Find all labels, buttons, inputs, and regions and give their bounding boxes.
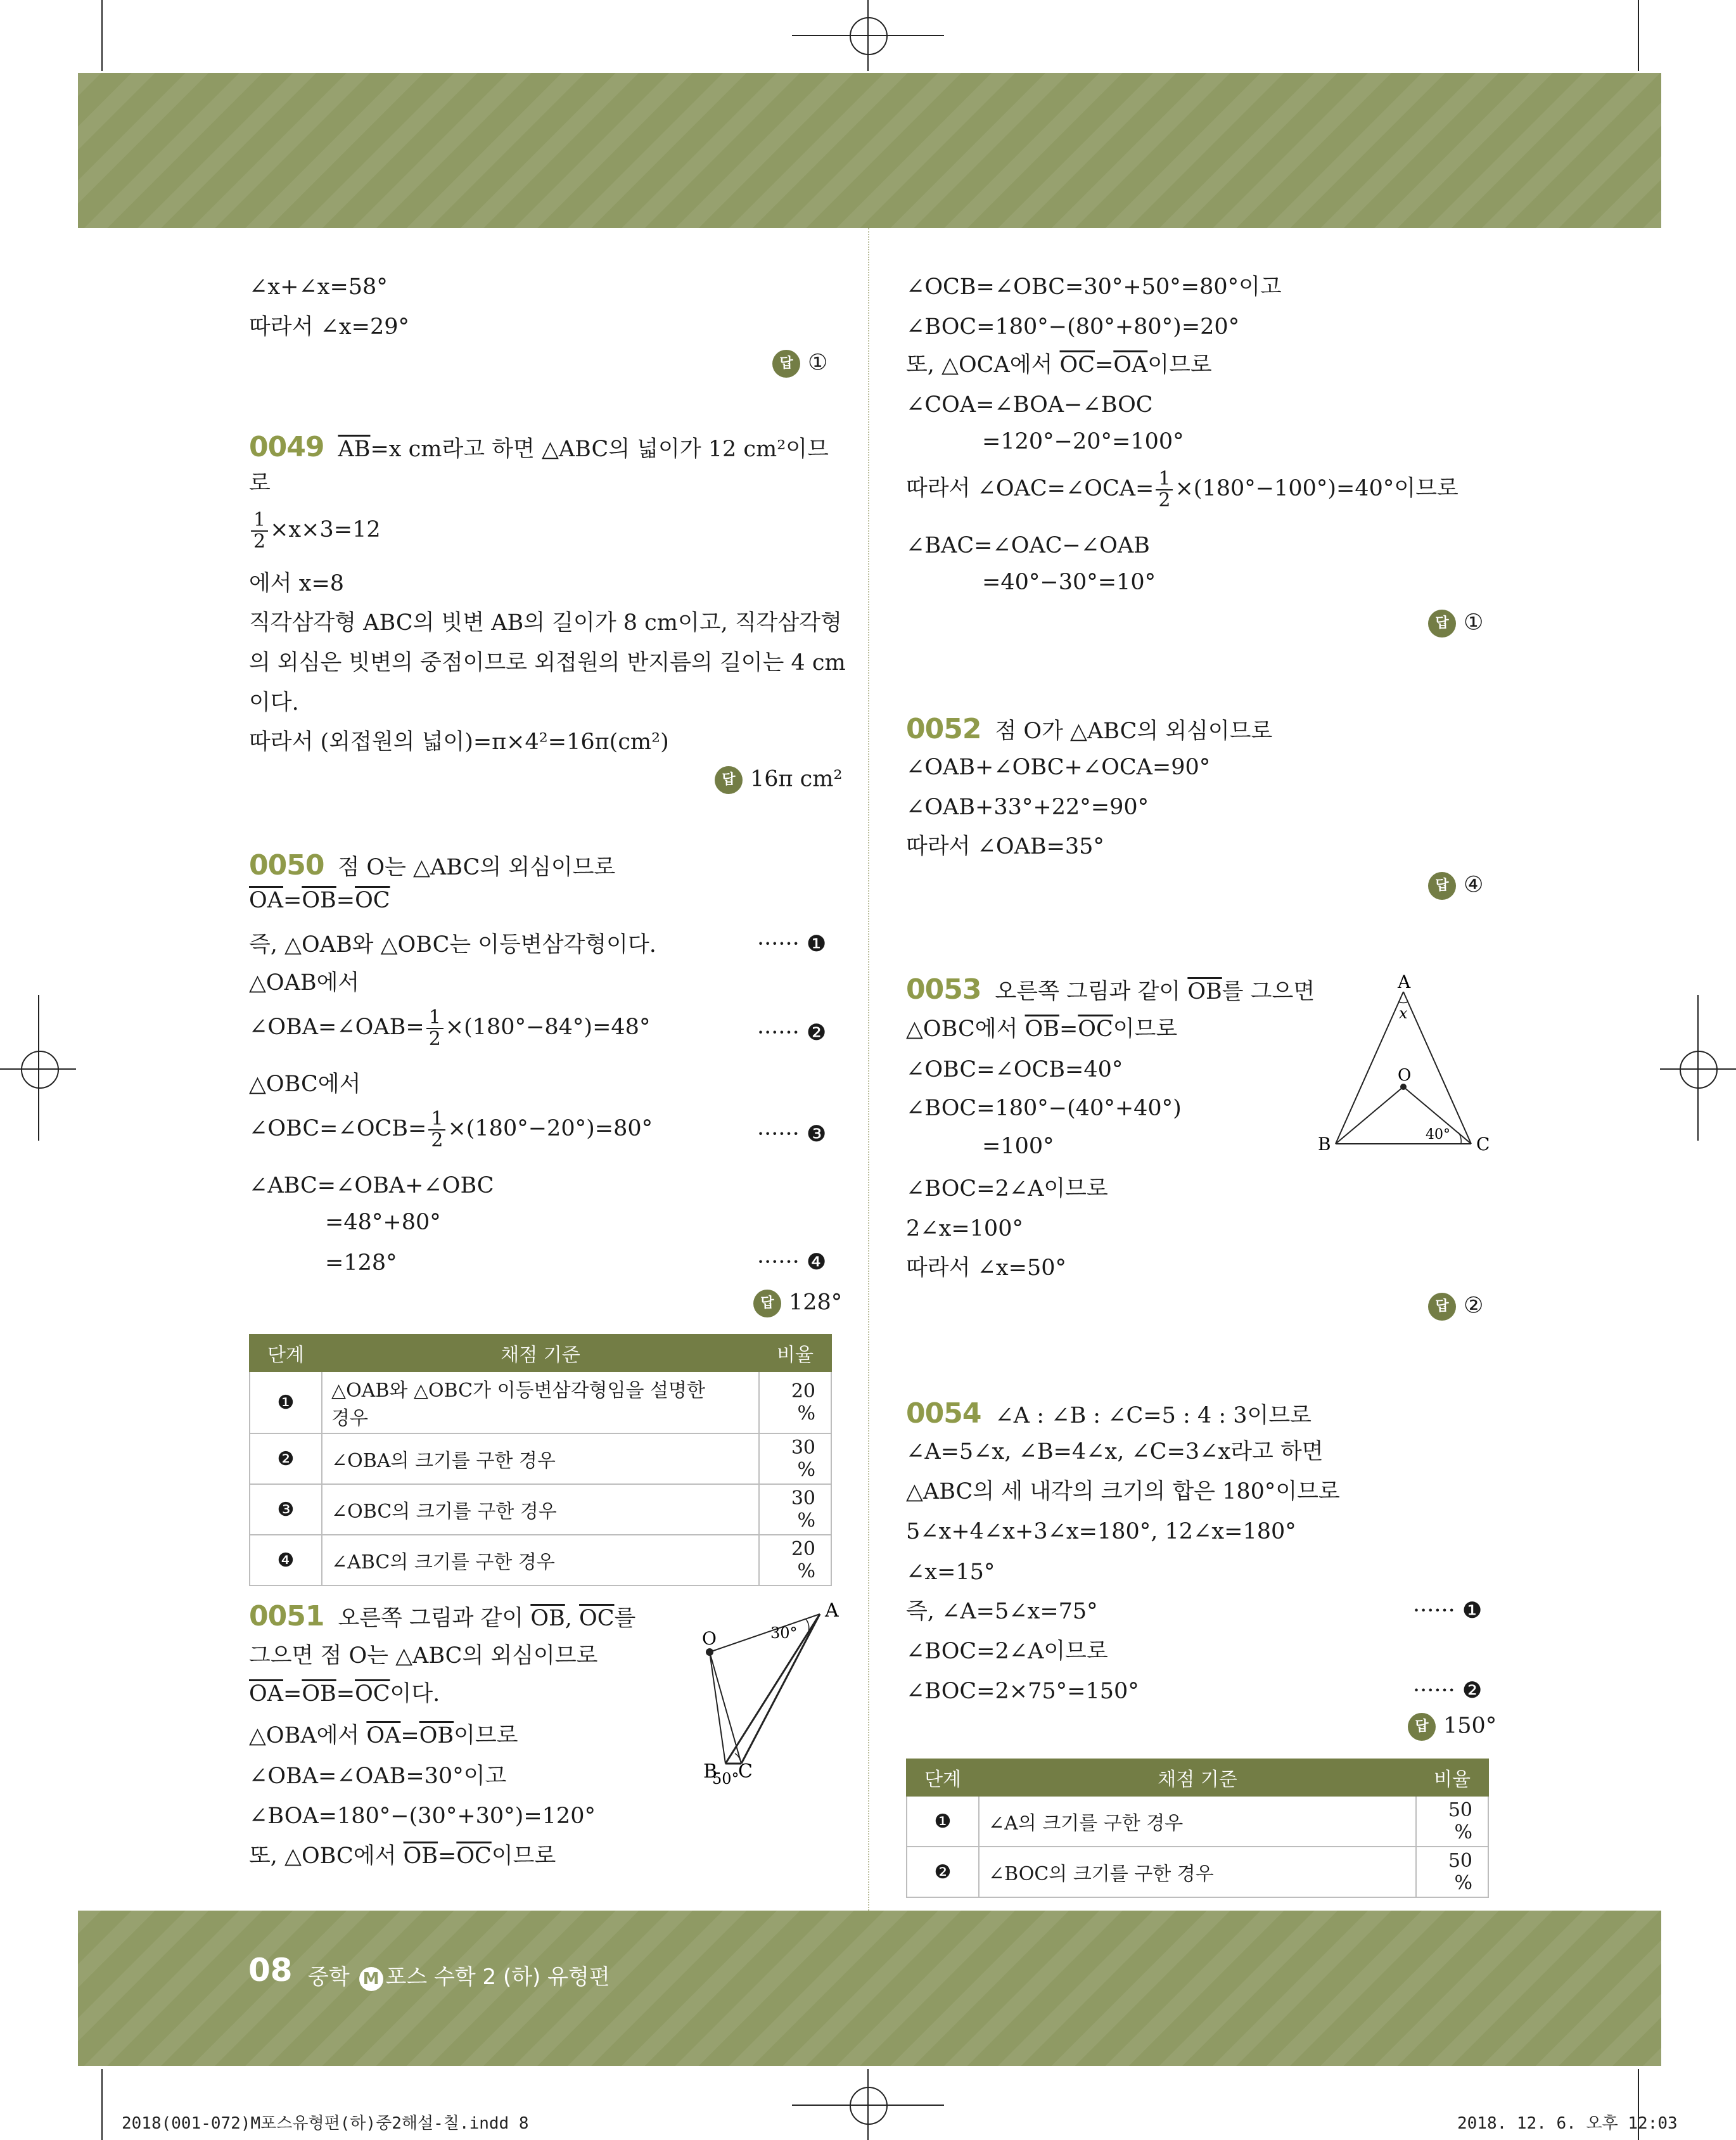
text-line: 그으면 점 O는 △ABC의 외심이므로 <box>249 1643 598 1669</box>
text-line: 에서 x=8 <box>249 571 345 596</box>
text-line: ∠OAB+∠OBC+∠OCA=90° <box>906 755 1211 780</box>
label-C: C <box>738 1760 753 1783</box>
registration-mark <box>850 17 888 55</box>
answer-51: 답 ① <box>1428 610 1483 638</box>
label-angle-40: 40° <box>1426 1127 1450 1143</box>
registration-mark <box>850 2087 888 2125</box>
text-line: 5∠x+4∠x+3∠x=180°, 12∠x=180° <box>906 1519 1296 1544</box>
problem-number: 0052 <box>906 713 981 745</box>
step-marker: ······ ❸ <box>757 1122 827 1147</box>
print-slug-file: 2018(001-072)M포스유형편(하)중2해설-칠.indd 8 <box>122 2114 529 2133</box>
text-line: 직각삼각형 ABC의 빗변 AB의 길이가 8 cm이고, 직각삼각형 <box>249 610 842 636</box>
label-angle-30: 30° <box>770 1624 798 1642</box>
label-B: B <box>703 1760 718 1783</box>
step-marker: ······ ❷ <box>1413 1678 1483 1703</box>
crop-mark <box>1638 0 1639 71</box>
text-line: △OAB에서 <box>249 970 360 996</box>
print-slug-date: 2018. 12. 6. 오후 12:03 <box>1457 2114 1678 2133</box>
text-line: ∠BOA=180°−(30°+30°)=120° <box>249 1804 596 1829</box>
table-row: ❶ △OAB와 △OBC가 이등변삼각형임을 설명한 경우 20 % <box>250 1371 831 1433</box>
text-line: 이다. <box>249 690 299 715</box>
text-line: $\overline{OA}=\overline{OB}=\overline{OC}$이다. <box>249 1681 440 1707</box>
text-line: ∠BOC=2∠A이므로 <box>906 1176 1108 1201</box>
text-line: ∠x+∠x=58° <box>249 274 388 300</box>
text-line: ∠OBA=∠OAB=30°이고 <box>249 1764 507 1789</box>
text-line: ∠OCB=∠OBC=30°+50°=80°이고 <box>906 274 1282 300</box>
text-line: =100° <box>982 1134 1054 1159</box>
text-line: ∠COA=∠BOA−∠BOC <box>906 392 1153 418</box>
text-line: △ABC의 세 내각의 크기의 합은 180°이므로 <box>906 1479 1340 1504</box>
label-angle-50: 50° <box>712 1770 739 1788</box>
page-spine <box>868 228 869 1911</box>
text-line: ∠OBC=∠OCB= $\frac{1}{2}$ ×(180°−20°)=80° <box>249 1108 653 1151</box>
crop-mark <box>101 0 103 71</box>
table-row: ❹ ∠ABC의 크기를 구한 경우 20 % <box>250 1535 831 1586</box>
fraction: $\frac{1}{2}$ <box>1156 469 1173 510</box>
step-marker: ······ ❶ <box>757 932 827 957</box>
crop-mark <box>101 2069 103 2140</box>
text-line: ∠OBA=∠OAB= $\frac{1}{2}$ ×(180°−84°)=48° <box>249 1006 651 1050</box>
text-line: 로 <box>249 471 271 496</box>
fraction: $\frac{1}{2}$ <box>426 1008 444 1049</box>
registration-mark <box>38 995 39 1141</box>
answer-badge: 답 <box>772 350 800 378</box>
angle-arc-A <box>1399 1002 1408 1003</box>
text-line: 의 외심은 빗변의 중점이므로 외접원의 반지름의 길이는 4 cm <box>249 650 846 676</box>
segment-OB <box>710 1652 725 1764</box>
label-x: x <box>1399 1004 1408 1022</box>
text-line: 2∠x=100° <box>906 1216 1023 1241</box>
step-marker: ······ ❷ <box>757 1020 827 1046</box>
fraction: $\frac{1}{2}$ <box>428 1109 445 1150</box>
text-line: △OBC에서 <box>249 1072 361 1097</box>
answer-53: 답 ② <box>1428 1293 1483 1321</box>
text-line: ∠BAC=∠OAC−∠OAB <box>906 533 1150 558</box>
answer-49: 답 16π cm² <box>715 766 843 794</box>
text-line: ∠x=15° <box>906 1560 995 1585</box>
triangle-figure-0053 <box>1312 973 1495 1156</box>
registration-mark <box>1697 995 1699 1141</box>
text-line: 즉, △OAB와 △OBC는 이등변삼각형이다. <box>249 932 656 958</box>
problem-number: 0051 <box>249 1600 324 1632</box>
problem-number: 0049 <box>249 431 324 463</box>
text-line: $\frac{1}{2}$ ×x×3=12 <box>249 510 381 551</box>
fraction: $\frac{1}{2}$ <box>251 510 268 551</box>
text-line: =40°−30°=10° <box>982 570 1156 595</box>
problem-0054: 0054 ∠A : ∠B : ∠C=5 : 4 : 3이므로 <box>906 1397 1312 1430</box>
problem-number: 0053 <box>906 973 981 1006</box>
text-line: =120°−20°=100° <box>982 429 1184 454</box>
problem-0052: 0052 점 O가 △ABC의 외심이므로 <box>906 713 1273 745</box>
answer-badge: 답 <box>715 766 743 794</box>
text-line: 즉, ∠A=5∠x=75° <box>906 1599 1098 1624</box>
text-line: ∠A=5∠x, ∠B=4∠x, ∠C=3∠x라고 하면 <box>906 1439 1324 1464</box>
page-number: 08 <box>248 1952 293 1989</box>
answer-badge: 답 <box>1428 872 1456 900</box>
label-O: O <box>702 1628 717 1649</box>
text-line: ∠OAB+33°+22°=90° <box>906 795 1149 820</box>
scoring-table-0050 <box>249 1334 832 1586</box>
answer-badge: 답 <box>1408 1713 1436 1741</box>
triangle-figure-0051 <box>665 1594 843 1797</box>
scoring-table-0054 <box>906 1759 1489 1898</box>
segment-OB <box>1336 1087 1403 1144</box>
answer-badge: 답 <box>753 1290 781 1317</box>
text-line: △OBA에서 $\overline{OA}=\overline{OB}$이므로 <box>249 1723 518 1748</box>
text-line: 따라서 ∠x=50° <box>906 1255 1066 1281</box>
answer-54: 답 150° <box>1408 1713 1497 1741</box>
registration-mark <box>867 0 869 71</box>
label-A: A <box>1398 973 1411 992</box>
label-C: C <box>1476 1134 1490 1155</box>
text-line: =128° <box>325 1250 397 1276</box>
label-B: B <box>1318 1134 1331 1155</box>
answer-48: 답 ① <box>772 350 827 378</box>
table-header-row: 단계 채점 기준 비율 <box>907 1759 1488 1796</box>
label-O: O <box>1398 1066 1412 1085</box>
text-line: △OBC에서 $\overline{OB}=\overline{OC}$이므로 <box>906 1016 1178 1042</box>
segment-AB <box>1336 992 1403 1144</box>
label-A: A <box>825 1599 839 1622</box>
text-line: 따라서 (외접원의 넓이)=π×4²=16π(cm²) <box>249 729 669 755</box>
text-line: =48°+80° <box>325 1210 441 1235</box>
text-line: 따라서 ∠OAB=35° <box>906 834 1104 859</box>
text-line: 따라서 ∠OAC=∠OCA= $\frac{1}{2}$ ×(180°−100°)=40°이므로 <box>906 468 1458 511</box>
problem-number: 0054 <box>906 1397 981 1430</box>
text-line: 또, △OCA에서 $\overline{OC}=\overline{OA}$이므로 <box>906 352 1212 378</box>
table-row: ❸ ∠OBC의 크기를 구한 경우 30 % <box>250 1484 831 1535</box>
registration-mark <box>1680 1051 1718 1089</box>
problem-0051: 0051 오른쪽 그림과 같이 $\overline{OB}$, $\overline{OC}$를 <box>249 1600 636 1632</box>
text-line: 따라서 ∠x=29° <box>249 314 409 340</box>
registration-mark <box>867 2069 869 2140</box>
answer-badge: 답 <box>1428 1293 1456 1321</box>
text-line: ∠OBC=∠OCB=40° <box>906 1057 1123 1082</box>
problem-0053: 0053 오른쪽 그림과 같이 $\overline{OB}$를 그으면 <box>906 973 1315 1006</box>
step-marker: ······ ❹ <box>757 1250 827 1275</box>
angle-arc-A <box>806 1619 809 1632</box>
table-row: ❷ ∠BOC의 크기를 구한 경우 50 % <box>907 1847 1488 1897</box>
book-title: 중학 M 포스 수학 2 (하) 유형편 <box>308 1964 610 1990</box>
text-line: $\overline{OA}=\overline{OB}=\overline{OC}$ <box>249 888 390 913</box>
problem-0050: 0050 점 O는 △ABC의 외심이므로 <box>249 849 616 881</box>
m-logo-icon: M <box>359 1967 383 1991</box>
table-header-row: 단계 채점 기준 비율 <box>250 1335 831 1371</box>
point-O <box>706 1648 713 1656</box>
text-line: 또, △OBC에서 $\overline{OB}=\overline{OC}$이므로 <box>249 1843 556 1869</box>
text-line: ∠BOC=2×75°=150° <box>906 1679 1139 1704</box>
table-row: ❷ ∠OBA의 크기를 구한 경우 30 % <box>250 1433 831 1484</box>
header-band <box>78 73 1661 228</box>
registration-mark <box>21 1051 59 1089</box>
text-line: ∠BOC=2∠A이므로 <box>906 1639 1108 1664</box>
answer-52: 답 ④ <box>1428 872 1483 900</box>
step-marker: ······ ❶ <box>1413 1598 1483 1624</box>
text-line: ∠BOC=180°−(80°+80°)=20° <box>906 314 1240 340</box>
table-row: ❶ ∠A의 크기를 구한 경우 50 % <box>907 1796 1488 1847</box>
problem-0049: 0049 $\overline{AB}=x$ cm라고 하면 △ABC의 넓이가 12 cm²이므 <box>249 431 829 463</box>
answer-badge: 답 <box>1428 610 1456 638</box>
text-line: ∠ABC=∠OBA+∠OBC <box>249 1173 494 1198</box>
text-line: ∠BOC=180°−(40°+40°) <box>906 1096 1182 1121</box>
answer-50: 답 128° <box>753 1290 842 1317</box>
segment-AC <box>1403 992 1471 1144</box>
problem-number: 0050 <box>249 849 324 881</box>
